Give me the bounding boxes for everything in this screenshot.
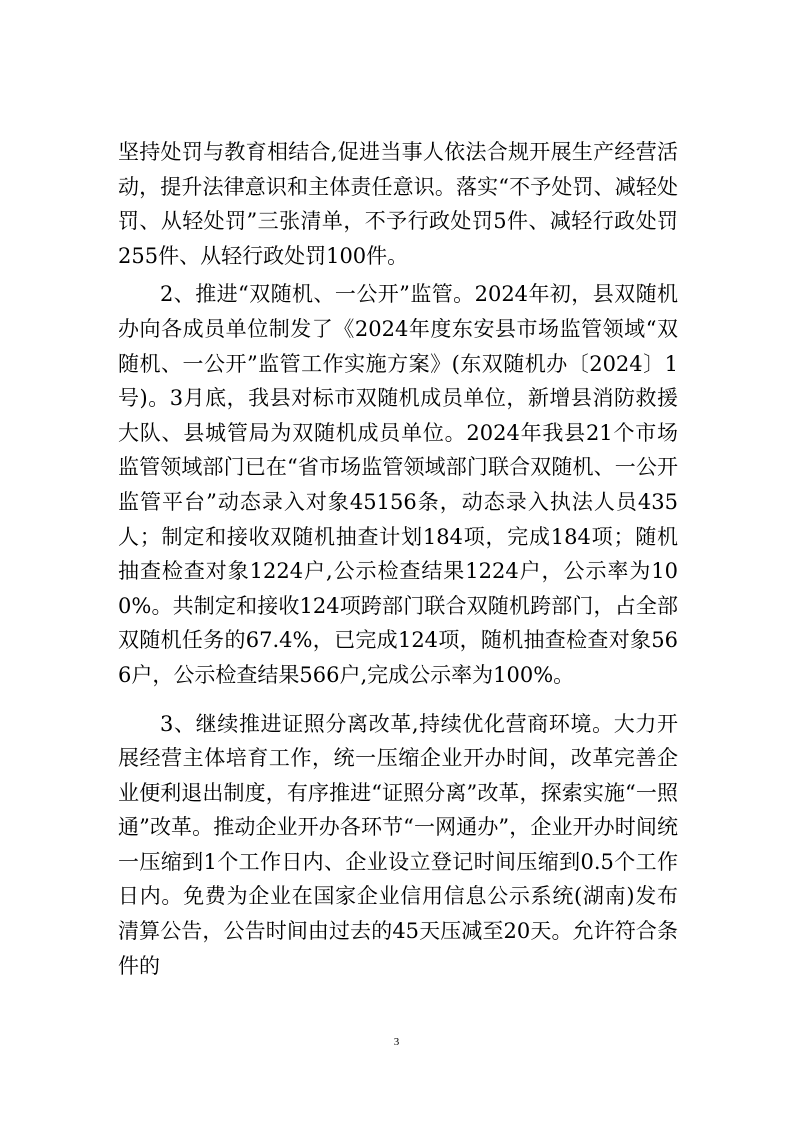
paragraph-license-reform: 3、继续推进证照分离改革,持续优化营商环境。大力开展经营主体培育工作，统一压缩企业开办时间，改革完善企业便利退出制度，有序推进“证照分离”改革，探索实施“一照通”改革。推动企业开办各环节“一网通办”，企业开办时间统一压缩到1个工作日内、企业设立登记时间压缩到0.5个工作日内。免费为企业在国家企业信用信息公示系统(湖南)发布清算公告，公告时间由过去的45天压减至20天。允许符合条件的 [118, 711, 678, 978]
paragraph-double-random: 2、推进“双随机、一公开”监管。2024年初，县双随机办向各成员单位制发了《2024年度东安县市场监管领域“双随机、一公开”监管工作实施方案》(东双随机办〔2024〕1号)。3月底，我县对标市双随机成员单位，新增县消防救援大队、县城管局为双随机成员单位。2024年我县21个市场监管领域部门已在“省市场监管领域部门联合双随机、一公开监管平台”动态录入对象45156条，动态录入执法人员435人；制定和接收双随机抽查计划184项，完成184项；随机抽查检查对象1224户,公示检查结果1224户，公示率为100%。共制定和接收124项跨部门联合双随机跨部门，占全部双随机任务的67.4%，已完成124项，随机抽查检查对象566户，公示检查结果566户,完成公示率为100%。 [118, 282, 678, 687]
paragraph-penalty-list: 坚持处罚与教育相结合,促进当事人依法合规开展生产经营活动，提升法律意识和主体责任意识。落实“不予处罚、减轻处罚、从轻处罚”三张清单，不予行政处罚5件、减轻行政处罚255件、从轻行政处罚100件。 [118, 140, 678, 268]
body-text [118, 135, 678, 983]
page-number: 3 [393, 1036, 400, 1048]
